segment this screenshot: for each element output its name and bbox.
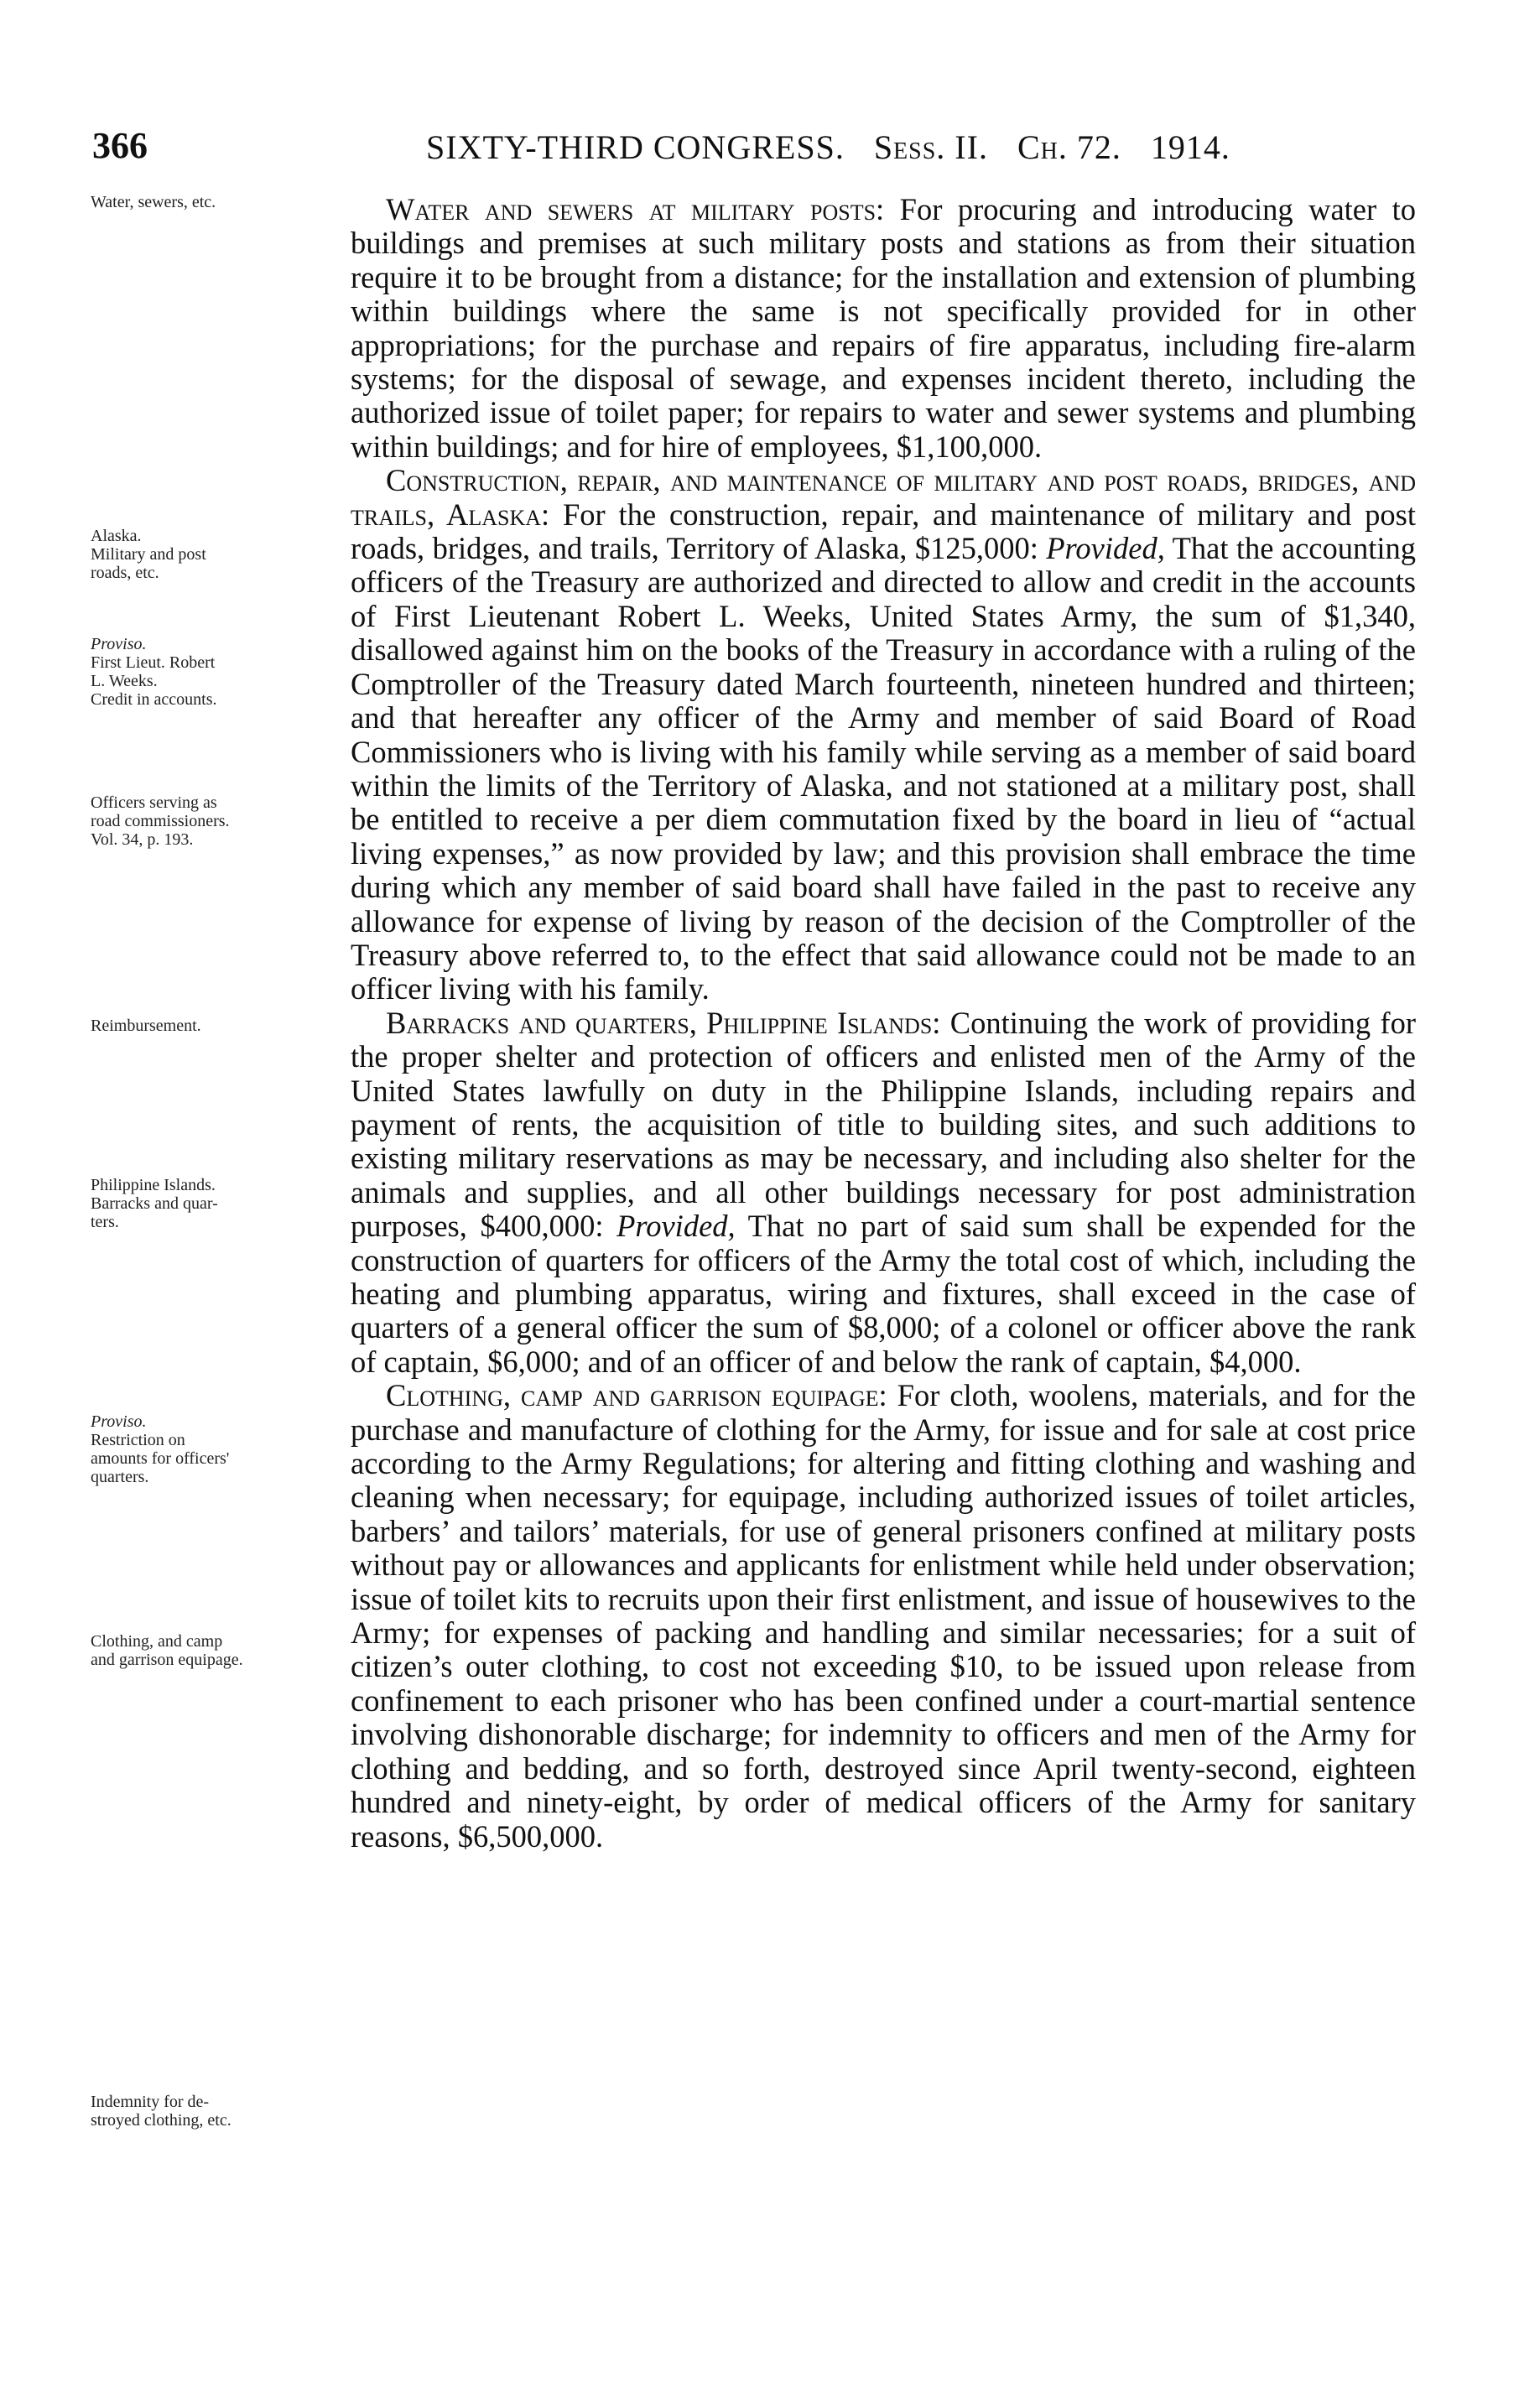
margin-note-line: Vol. 34, p. 193. bbox=[91, 830, 194, 849]
margin-note-line: Water, sewers, etc. bbox=[91, 193, 216, 211]
section-heading: Clothing, camp and garrison equipage: bbox=[386, 1378, 887, 1413]
margin-note-line: Restriction on bbox=[91, 1431, 185, 1449]
section-heading: Barracks and quarters, Philippine Islands: bbox=[386, 1005, 941, 1040]
running-header bbox=[92, 124, 1426, 174]
paragraph-text: For the construction, repair, and maintenance of military and post roads, bridges, and trails, Territory of Alaska, $125,000: bbox=[351, 497, 1416, 566]
chapter-label: Ch. 72. bbox=[1017, 128, 1121, 166]
paragraph-text: For cloth, woolens, materials, and for the purchase and manufacture of clothing for the Army, for issue and for sale at cost price according to the Army Regulations; for altering and fitting clothing and washing and cleaning when necessary; for equipage, including authorized issues of toilet articles, barbers’ and tailors’ materials, for use of general prisoners confined at military posts without pay or allowances and applicants for enlistment while held under observation; issue of toilet kits to recruits upon their first enlistment, and issue of housewives to the Army; for expenses of packing and handling and similar necessaries; for a suit of citizen’s outer clothing, to cost not exceeding $10, to be issued upon release from confinement to each prisoner who has been confined under a court-martial sentence involving dishonorable discharge; for indemnity to officers and men of the Army for clothing and bedding, and so forth, destroyed since April twenty-second, eighteen hundred and ninety-eight, by order of medical officers of the Army for sanitary reasons, $6,500,000. bbox=[351, 1378, 1417, 1854]
paragraph-barracks bbox=[351, 1006, 1416, 1379]
margin-note-line: roads, etc. bbox=[91, 564, 159, 582]
paragraph-text: That no part of said sum shall be expended for the construction of quarters for officers of the Army the total cost of which, including the heating and plumbing apparatus, wiring and fixtures, shall exceed in the case of quarters of a general officer the sum of $8,000; of a colonel or officer above the rank of captain, $6,000; and of an officer of and below the rank of captain, $4,000. bbox=[351, 1209, 1416, 1379]
margin-note-alaska bbox=[91, 527, 342, 582]
margin-note-line: amounts for officers' bbox=[91, 1449, 230, 1468]
margin-note-line: First Lieut. Robert bbox=[91, 653, 216, 672]
margin-note-officers bbox=[91, 793, 342, 849]
section-heading: Construction, repair, and maintenance of military and post roads, bridges, and trails, Alaska: bbox=[351, 463, 1416, 532]
margin-note-line: Credit in accounts. bbox=[91, 690, 217, 709]
margin-note-line: Clothing, and camp bbox=[91, 1632, 223, 1651]
year-label: 1914. bbox=[1150, 128, 1230, 166]
margin-note-line: and garrison equipage. bbox=[91, 1651, 243, 1669]
paragraph-text: Continuing the work of providing for the proper shelter and protection of officers and enlisted men of the Army of the United States lawfully on duty in the Philippine Islands, including repairs and payment of rents, the acquisition of title to building sites, and such additions to existing military reservations as may be necessary, and including also shelter for the animals and supplies, and all other buildings necessary for post administration purposes, $400,000: bbox=[351, 1005, 1416, 1244]
running-head-title bbox=[426, 127, 1230, 167]
page-number: 366 bbox=[92, 125, 148, 166]
margin-note-restriction bbox=[91, 1412, 342, 1486]
margin-note-line: ters. bbox=[91, 1213, 119, 1231]
margin-note-line: Alaska. bbox=[91, 527, 142, 545]
proviso-word: Provided, bbox=[1046, 531, 1165, 566]
margin-note-line: stroyed clothing, etc. bbox=[91, 2111, 231, 2130]
margin-note-line: quarters. bbox=[91, 1468, 149, 1486]
section-heading: Water and sewers at military posts: bbox=[386, 192, 885, 226]
margin-note-line: Proviso. bbox=[91, 1412, 147, 1431]
paragraph-alaska-roads bbox=[351, 464, 1416, 1006]
congress-title: SIXTY-THIRD CONGRESS. bbox=[426, 128, 845, 166]
proviso-word: Provided, bbox=[616, 1209, 736, 1244]
paragraph-text: For procuring and introducing water to buildings and premises at such military posts and stations as from their situation require it to be brought from a distance; for the installation and extension of plumbing within buildings where the same is not specifically provided for in other appropriations; for the purchase and repairs of fire apparatus, including fire-alarm systems; for the disposal of sewage, and expenses incident thereto, including the authorized issue of toilet paper; for repairs to water and sewer systems and plumbing within buildings; and for hire of employees, $1,100,000. bbox=[351, 192, 1416, 464]
margin-note-line: road commissioners. bbox=[91, 812, 230, 830]
margin-note-line: Reimbursement. bbox=[91, 1017, 201, 1035]
paragraph-water bbox=[351, 193, 1416, 464]
session-label: Sess. II. bbox=[873, 128, 988, 166]
paragraph-text: That the accounting officers of the Treasury are authorized and directed to allow and credit in the accounts of First Lieutenant Robert L. Weeks, United States Army, the sum of $1,340, disallowed against him on the books of the Treasury in accordance with a ruling of the Comptroller of the Treasury dated March fourteenth, nineteen hundred and thirteen; and that hereafter any officer of the Army and member of said Board of Road Commissioners who is living with his family while serving as a member of said board within the limits of the Territory of Alaska, and not stationed at a military post, shall be entitled to receive a per diem commutation fixed by the board in lieu of “actual living expenses,” as now provided by law; and this provision shall embrace the time during which any member of said board shall have failed in the past to receive any allowance for expense of living by reason of the decision of the Comptroller of the Treasury above referred to, to the effect that said allowance could not be made to an officer living with his family. bbox=[351, 531, 1417, 1006]
margin-note-weeks-proviso bbox=[91, 635, 342, 709]
margin-note-reimbursement bbox=[91, 1017, 342, 1035]
body-text bbox=[351, 193, 1416, 1854]
margin-note-line: L. Weeks. bbox=[91, 672, 158, 690]
margin-note-line: Proviso. bbox=[91, 635, 147, 653]
margin-note-water bbox=[91, 193, 342, 211]
margin-note-line: Philippine Islands. bbox=[91, 1176, 216, 1194]
margin-note-line: Indemnity for de- bbox=[91, 2093, 210, 2111]
margin-note-line: Officers serving as bbox=[91, 793, 217, 812]
margin-note-philippine bbox=[91, 1176, 342, 1231]
margin-note-clothing bbox=[91, 1632, 342, 1669]
margin-note-line: Military and post bbox=[91, 545, 206, 564]
page-content bbox=[0, 193, 1519, 2374]
margin-note-indemnity bbox=[91, 2093, 342, 2130]
margin-note-line: Barracks and quar- bbox=[91, 1194, 218, 1213]
paragraph-clothing bbox=[351, 1379, 1416, 1854]
